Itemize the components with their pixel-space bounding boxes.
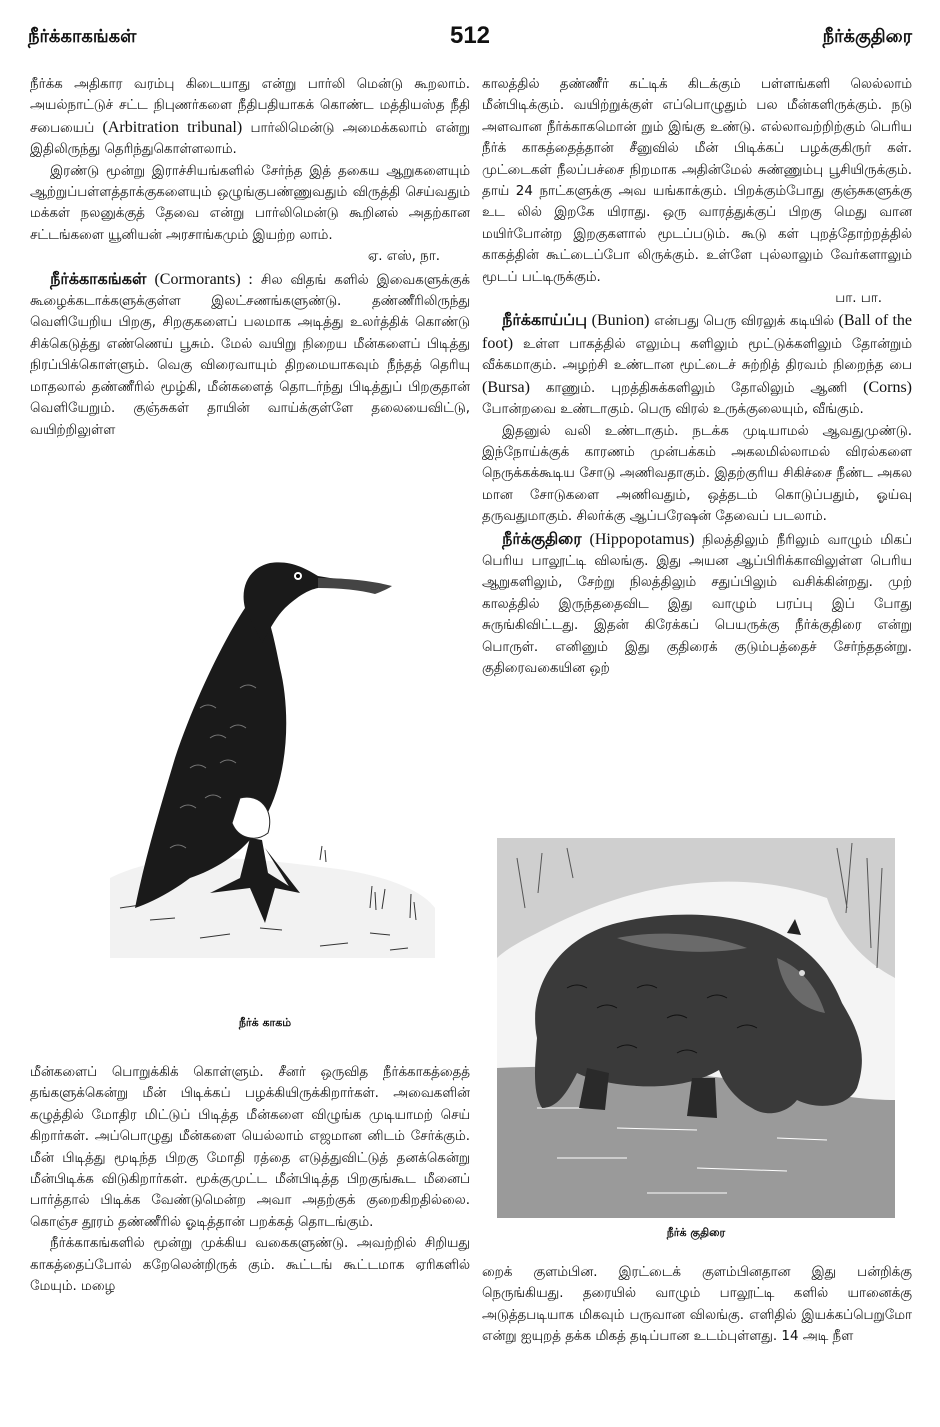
entry-term: நீர்க்காய்ப்பு bbox=[502, 310, 588, 330]
entry-cormorants: நீர்க்காகங்கள் (Cormorants) : சில விதங் களில் இவைகளுக்குக் கூழைக்கடாக்களுக்குள்ள இலட்சணங்களுண்டு. தண்ணீரிலிருந்து வெளியேறிய பிறகு, சிறகுகளைப் பலமாக அடித்து உலர்த்திக் கொண்டு சிக்கெடுத்து எண்ணெய் பூசும். மேல் வயிறு நிறைய மீன்களைப் பிடித்து நிரப்பிக்கொள்ளும். வெகு விரைவாயும் திறமையாகவும் நீந்தத் தெரியு மாதலால் தண்ணீரில் மூழ்கி, மீன்களைத் தொடர்ந்து பிடித்துப் பிறகுதான் வெளியேறும். குஞ்சுகள் தாயின் வாய்க்குள்ளே தலையைவிட்டு, வயிற்றிலுள்ள bbox=[30, 268, 470, 438]
left-column-bottom bbox=[30, 1062, 470, 1297]
right-column-top bbox=[482, 74, 912, 679]
left-column-top bbox=[30, 74, 470, 441]
entry-hippopotamus: நீர்க்குதிரை (Hippopotamus) நிலத்திலும் நீரிலும் வாழும் மிகப் பெரிய பாலூட்டி விலங்கு. இது அயன ஆப்பிரிக்காவிலுள்ள பெரிய ஆறுகளிலும், சேற்று நிலத்திலும் சதுப்பிலும் வசிக்கின்றது. முற் காலத்தில் இருந்ததைவிட இது வாழும் பரப்பு இப் போது சுருங்கிவிட்டது. இதன் கிரேக்கப் பெயருக்கு நீர்க்குதிரை என்று பொருள். எனினும் இது குதிரைக் குடும்பத்தைச் சேர்ந்ததன்று. குதிரைவகையின ஒற் bbox=[482, 528, 912, 676]
running-head-right: நீர்க்குதிரை bbox=[822, 26, 912, 47]
paragraph: நீர்க்க அதிகார வரம்பு கிடையாது என்று பார்லி மென்டு கூறலாம். அயல்நாட்டுச் சட்ட நிபுணர்களை நீதிபதியாகக் கொண்ட மத்தியஸ்த நீதி சபையைப் (Arbitration tribunal) பார்லிமென்டு அமைக்கலாம் என்று இதிலிருந்து தெரிந்துகொள்ளலாம். bbox=[30, 77, 470, 158]
cormorant-illustration-icon bbox=[90, 548, 440, 978]
running-head-left: நீர்க்காகங்கள் bbox=[28, 26, 137, 47]
page-number: 512 bbox=[449, 22, 491, 49]
entry-term: நீர்க்காகங்கள் bbox=[50, 268, 147, 288]
paragraph: மீன்களைப் பொறுக்கிக் கொள்ளும். சீனர் ஒருவித நீர்க்காகத்தைத் தங்களுக்கென்று மீன் பிடிக்கப் பழக்கியிருக்கிறார்கள். அவைகளின் கழுத்தில் மோதிர மிட்டுப் பிடித்த மீன்களை விழுங்க முடியாமற் செய் கிறார்கள். அப்பொழுது மீன்களை யெல்லாம் எஜமான னிடம் சேர்க்கும். மீன் பிடித்து மூடிந்த பிறகு மோதி ரத்தை எடுத்துவிட்டுத் தனக்கென்று மீன்பிடிக்க விடுகிறார்கள். மூக்குமுட்ட மீன்பிடித்த பிறகுங்கூட மீனைப் பார்த்தால் பிடிக்க வேண்டுமென்ற அவா அதற்குக் குறைகிறதில்லை. கொஞ்ச தூரம் தண்ணீரில் ஓடித்தான் பறக்கத் தொடங்கும். bbox=[30, 1065, 470, 1230]
page-header bbox=[28, 22, 912, 58]
right-column-bottom bbox=[482, 1262, 912, 1348]
entry-term: நீர்க்குதிரை bbox=[502, 528, 582, 548]
cormorant-caption: நீர்க் காகம் bbox=[238, 1016, 292, 1029]
paragraph: காலத்தில் தண்ணீர் கட்டிக் கிடக்கும் பள்ளங்களி லெல்லாம் மீன்பிடிக்கும். வயிற்றுக்குள் எப்பொழுதும் பல மீன்களிருக்கும். நடு அளவான நீர்க்காகமொன் றும் இங்கு உண்டு. எல்லாவற்றிற்கும் பெரிய நீர்க் காகத்தைத்தான் சீனுவில் மீன் பிடிக்கப் பழக்குகிருர் கள். முட்டைகள் நீலப்பச்சை நிறமாக அதின்மேல் சுண்ணும்பு பூசியிருக்கும். தாய் 24 நாட்களுக்கு அவ யங்காக்கும். பிறக்கும்போது குஞ்சுகளுக்கு உட லில் இறகே யிராது. ஒரு வாரத்துக்குப் பிறகு மெது வான மயிர்போன்ற இறகுகளால் மூடப்படும். கூடு கள் புறத்தோற்றத்தில் காகத்தின் கூட்டைப்போ லிருக்கும். உள்ளே புல்லாலும் வேர்களாலும் மூடப் பட்டிருக்கும். bbox=[482, 77, 912, 285]
paragraph: றைக் குளம்பின. இரட்டைக் குளம்பினதான இது பன்றிக்கு நெருங்கியது. தரையில் வாழும் பாலூட்டி களில் யானைக்கு அடுத்தபடியாக மிகவும் பருவான விலங்கு. எளிதில் இயக்கப்பெறுமோ என்று ஐயுறத் தக்க மிகத் தடிப்பான உடம்புள்ளது. 14 அடி நீள bbox=[482, 1265, 912, 1345]
paragraph: இதனுல் வலி உண்டாகும். நடக்க முடியாமல் ஆவதுமுண்டு. இந்நோய்க்குக் காரணம் முன்பக்கம் அகலமில்லாமல் விரல்களை நெருக்கக்கூடிய சோடு அணிவதாகும். இதற்குரிய சிகிச்சை நீண்ட அகல மான சோடுகளை அணிவதும், ஒத்தடம் கொடுப்பதும், ஓய்வு தருவதுமாகும். சிலர்க்கு ஆப்பரேஷன் தேவைப் படலாம். bbox=[482, 423, 912, 525]
paragraph: நீர்க்காகங்களில் மூன்று முக்கிய வகைகளுண்டு. அவற்றில் சிறியது காகத்தைப்போல் கறேலென்றிருக் கும். கூட்டங் கூட்டமாக ஏரிகளில் மேயும். மழை bbox=[30, 1236, 470, 1295]
author-signature: பா. பா. bbox=[835, 291, 882, 307]
paragraph: இரண்டு மூன்று இராச்சியங்களில் சேர்ந்த இத் தகைய ஆறுகளையும் ஆற்றுப்பள்ளத்தாக்குகளையும் ஒழுங்குபண்ணுவதும் விருத்தி செய்வதும் மக்கள் நலனுக்குத் தேவை என்று பார்லிமென்டு கூறினல் அதற்கான சட்டங்களை யூனியன் அரசாங்கமும் இயற்ற லாம். bbox=[30, 163, 470, 243]
hippopotamus-illustration-icon bbox=[497, 838, 895, 1218]
entry-bunion: நீர்க்காய்ப்பு (Bunion) என்பது பெரு விரலுக் கடியில் (Ball of the foot) உள்ள பாகத்தில் எலும்பு களிலும் மூட்டுக்களிலும் தோன்றும் வீக்கமாகும். அழற்சி உண்டான மூட்டைச் சுற்றித் திரவம் நிறைந்த பை (Bursa) காணும். புறத்திசுக்களிலும் தோலிலும் ஆணி (Corns) போன்றவை உண்டாகும். பெரு விரல் உருக்குலையும், வீங்கும். bbox=[482, 310, 912, 418]
author-signature: ஏ. எஸ், நா. bbox=[367, 249, 440, 265]
hippopotamus-caption: நீர்க் குதிரை bbox=[666, 1226, 726, 1239]
